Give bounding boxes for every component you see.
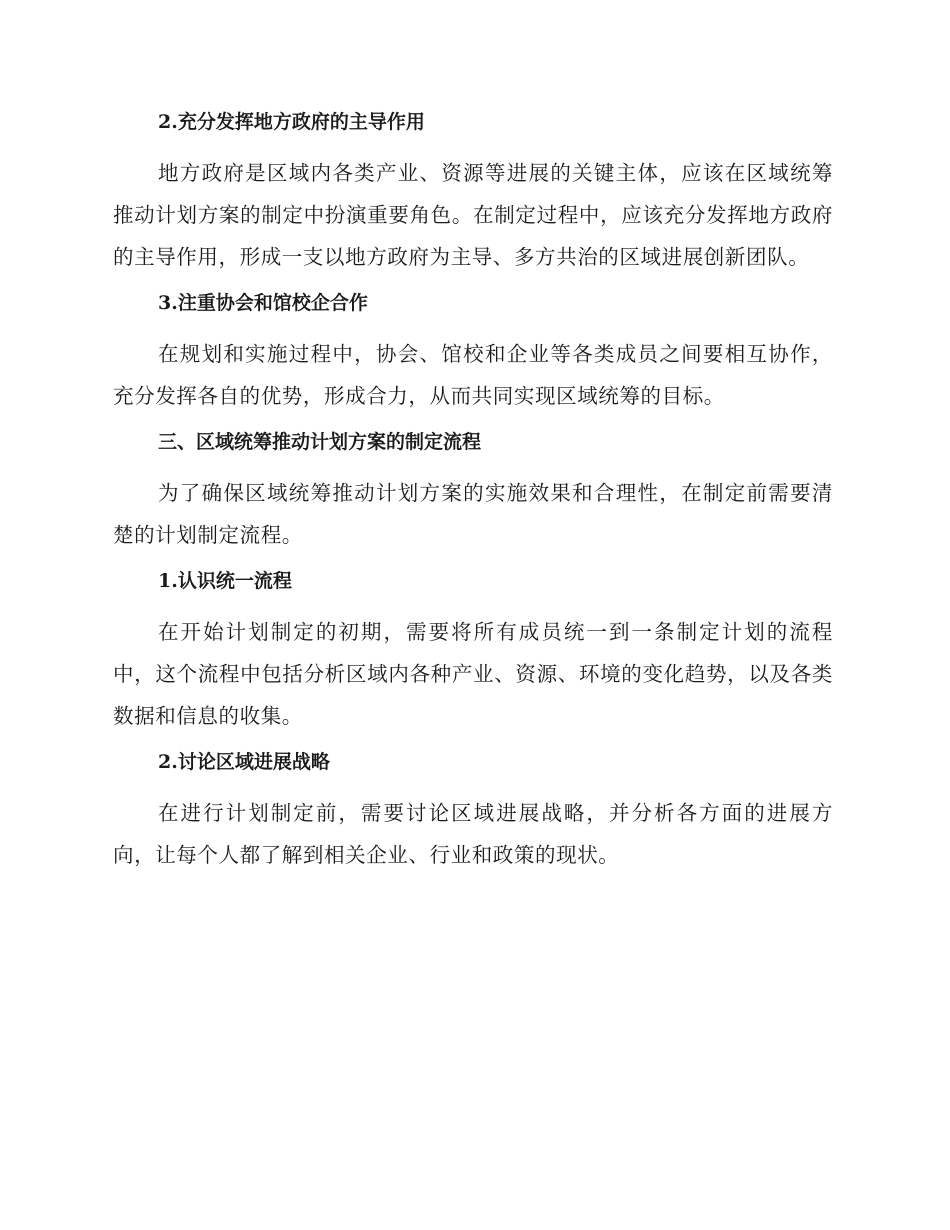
paragraph-unified-process: 在开始计划制定的初期，需要将所有成员统一到一条制定计划的流程中，这个流程中包括分析区域内各种产业、资源、环境的变化趋势，以及各类数据和信息的收集。 (113, 620, 833, 728)
section-heading-strategy: 2.讨论区域进展战略 (158, 751, 330, 773)
section-heading-unified-process: 1.认识统一流程 (158, 570, 292, 592)
section-heading-cooperation: 3.注重协会和馆校企合作 (158, 292, 368, 314)
paragraph-cooperation: 在规划和实施过程中，协会、馆校和企业等各类成员之间要相互协作，充分发挥各自的优势，形成合力，从而共同实现区域统筹的目标。 (113, 342, 833, 408)
document-page (113, 108, 833, 887)
section-heading-process: 三、区域统筹推动计划方案的制定流程 (158, 431, 482, 453)
paragraph-process: 为了确保区域统筹推动计划方案的实施效果和合理性，在制定前需要清楚的计划制定流程。 (113, 481, 833, 547)
section-heading-local-government: 2.充分发挥地方政府的主导作用 (158, 111, 425, 133)
paragraph-strategy: 在进行计划制定前，需要讨论区域进展战略，并分析各方面的进展方向，让每个人都了解到相关企业、行业和政策的现状。 (113, 801, 833, 867)
paragraph-local-government: 地方政府是区域内各类产业、资源等进展的关键主体，应该在区域统筹推动计划方案的制定中扮演重要角色。在制定过程中，应该充分发挥地方政府的主导作用，形成一支以地方政府为主导、多方共治的区域进展创新团队。 (113, 161, 833, 269)
